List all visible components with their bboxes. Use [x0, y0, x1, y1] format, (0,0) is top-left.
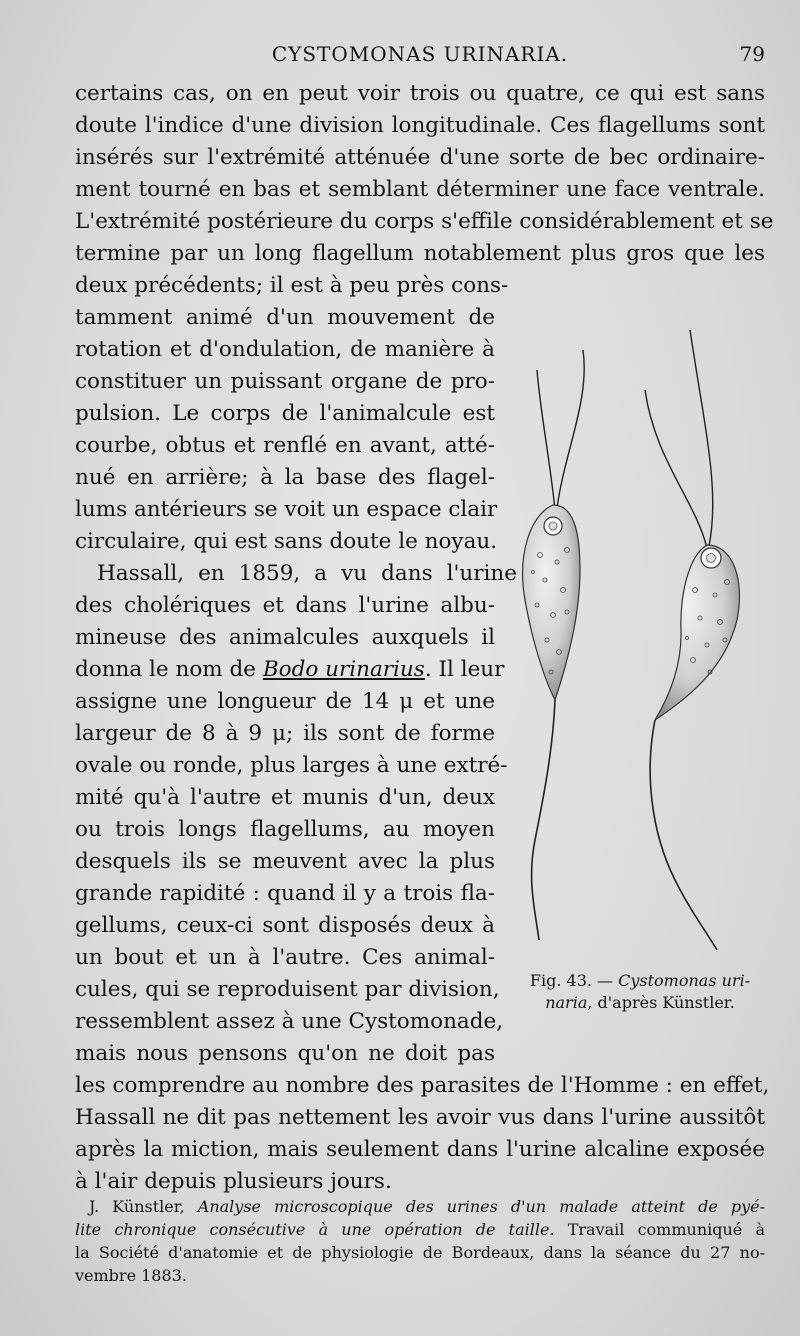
text-line: ou trois longs flagellums, au moyen	[75, 817, 495, 842]
footnote-title-cont: lite chronique consécutive à une opération de taille.	[75, 1220, 555, 1239]
nucleus-inner	[549, 522, 557, 530]
footnote-line-3: la Société d'anatomie et de physiologie de Bordeaux, dans la séance du 27 no-	[75, 1243, 765, 1262]
text-line: un bout et un à l'autre. Ces animal-	[75, 945, 495, 970]
footnote-title: Analyse microscopique des urines d'un malade atteint de pyé-	[197, 1197, 766, 1216]
text-line: cules, qui se reproduisent par division,	[75, 977, 500, 1002]
bodo-name: Bodo urinarius	[262, 657, 425, 682]
page-number: 79	[739, 42, 765, 66]
page-header	[75, 40, 765, 70]
running-head: CYSTOMONAS URINARIA.	[271, 42, 569, 66]
text-line: mineuse des animalcules auxquels il	[75, 625, 495, 650]
text-line: grande rapidité : quand il y a trois fla-	[75, 881, 495, 906]
text-line-bodo	[75, 654, 505, 686]
footnote-author: J. Künstler,	[89, 1197, 198, 1216]
species-name: Cystomonas uri-	[618, 971, 751, 990]
organism-left	[523, 350, 585, 940]
text-line: pulsion. Le corps de l'animalcule est	[75, 401, 495, 426]
bodo-suffix: . Il leur	[424, 657, 505, 682]
flagellum-line	[537, 370, 555, 510]
text-line: à l'air depuis plusieurs jours.	[75, 1169, 392, 1194]
figure-label: Fig. 43.	[529, 971, 592, 990]
flagellum-line	[557, 350, 584, 508]
caption-dash: —	[591, 971, 619, 990]
footnote-line-2	[75, 1218, 765, 1241]
text-line: insérés sur l'extrémité atténuée d'une sorte de bec ordinaire-	[75, 145, 765, 170]
text-line: circulaire, qui est sans doute le noyau.	[75, 529, 498, 554]
text-line: constituer un puissant organe de pro-	[75, 369, 495, 394]
text-line: tamment animé d'un mouvement de	[75, 305, 495, 330]
text-line: largeur de 8 à 9 μ; ils sont de forme	[75, 721, 495, 746]
text-line: lums antérieurs se voit un espace clair	[75, 497, 498, 522]
nucleus-inner	[707, 554, 716, 563]
text-line: nué en arrière; à la base des flagel-	[75, 465, 495, 490]
flagellum-line	[645, 390, 707, 548]
flagellum-line	[650, 720, 717, 950]
text-line: termine par un long flagellum notablement plus gros que les	[75, 241, 765, 266]
caption-line-2	[510, 992, 770, 1014]
text-line: des cholériques et dans l'urine albu-	[75, 593, 495, 618]
text-line: mité qu'à l'autre et munis d'un, deux	[75, 785, 495, 810]
cystomonas-illustration	[495, 300, 775, 970]
text-line: gellums, ceux-ci sont disposés deux à	[75, 913, 495, 938]
cell-body	[655, 545, 739, 720]
text-line: doute l'indice d'une division longitudinale. Ces flagellums sont	[75, 113, 765, 138]
footnote	[75, 1195, 765, 1287]
text-line: assigne une longueur de 14 μ et une	[75, 689, 495, 714]
organism-right	[645, 330, 739, 950]
species-name-2: naria	[545, 993, 588, 1012]
text-line: ment tourné en bas et semblant déterminer une face ventrale.	[75, 177, 765, 202]
footnote-rest: Travail communiqué à	[554, 1220, 765, 1239]
text-line: courbe, obtus et renflé en avant, atté-	[75, 433, 495, 458]
text-line: ovale ou ronde, plus larges à une extré-	[75, 753, 508, 778]
text-line: Hassall ne dit pas nettement les avoir vus dans l'urine aussitôt	[75, 1105, 765, 1130]
text-line: ressemblent assez à une Cystomonade,	[75, 1009, 504, 1034]
text-line: après la miction, mais seulement dans l'urine alcaline exposée	[75, 1137, 765, 1162]
figure-caption	[510, 970, 770, 1014]
text-line: les comprendre au nombre des parasites de l'Homme : en effet,	[75, 1073, 770, 1098]
text-line: certains cas, on en peut voir trois ou quatre, ce qui est sans	[75, 81, 765, 106]
text-line: deux précédents; il est à peu près cons-	[75, 273, 509, 298]
footnote-line-4: vembre 1883.	[75, 1266, 187, 1285]
figure-illustration	[495, 300, 775, 970]
text-line: desquels ils se meuvent avec la plus	[75, 849, 495, 874]
flagellum-line	[532, 700, 555, 940]
caption-line-1	[510, 970, 770, 992]
text-line: rotation et d'ondulation, de manière à	[75, 337, 495, 362]
text-line: L'extrémité postérieure du corps s'effile considérablement et se	[75, 209, 774, 234]
footnote-line-1	[75, 1195, 765, 1218]
caption-attribution: , d'après Künstler.	[587, 993, 735, 1012]
text-line: Hassall, en 1859, a vu dans l'urine	[97, 561, 517, 586]
bodo-prefix: donna le nom de	[75, 657, 263, 682]
text-line: mais nous pensons qu'on ne doit pas	[75, 1041, 495, 1066]
